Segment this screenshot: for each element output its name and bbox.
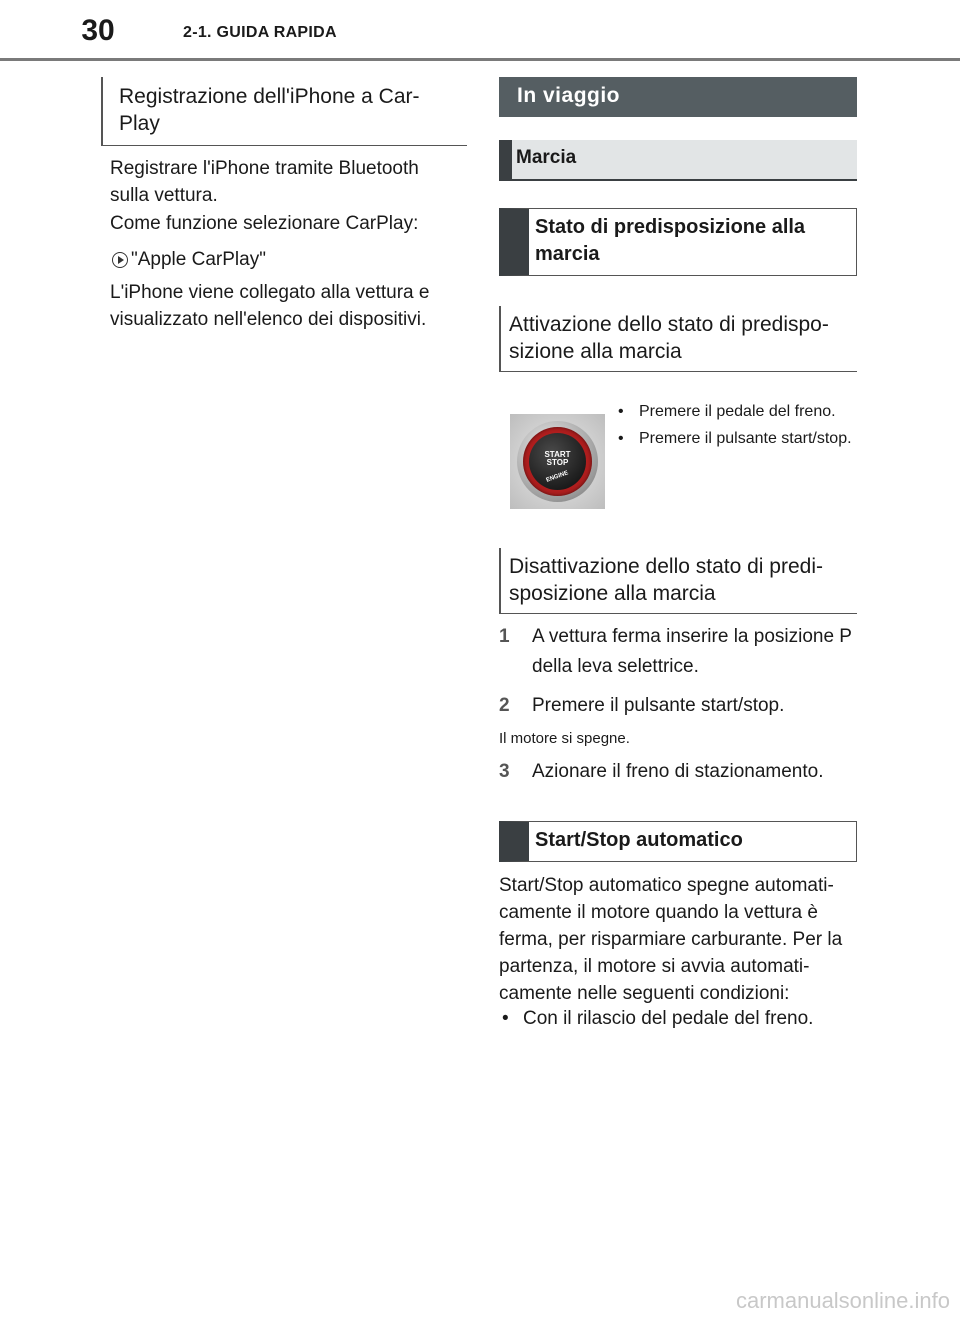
list-item: • Con il rilascio del pedale del freno. [499, 1005, 861, 1032]
paragraph-select-carplay: Come funzione selezionare CarPlay: [110, 213, 419, 234]
topic-heading-deactivate: Disattivazione dello stato di predi- sposizione alla marcia [499, 548, 857, 614]
header-divider [0, 58, 960, 61]
heading-carplay-registration: Registrazione dell'iPhone a Car- Play [101, 77, 467, 146]
step-text: Azionare il freno di stazionamento. [532, 761, 824, 782]
step-text: A vettura ferma inserire la posizione P della leva selettrice. [532, 626, 852, 677]
menu-arrow-icon [112, 252, 128, 268]
topic-heading-activate: Attivazione dello stato di predispo- sizione alla marcia [499, 306, 857, 372]
start-stop-engine-icon: START STOP ENGINE [529, 433, 586, 490]
subsection-heading-auto-start-stop: Start/Stop automatico [499, 821, 857, 862]
note-engine-off: Il motore si spegne. [499, 730, 630, 747]
start-stop-button-photo [510, 414, 605, 509]
step-text: Premere il pulsante start/stop. [532, 695, 785, 716]
step-number: 2 [499, 695, 510, 716]
page-number: 30 [81, 14, 115, 47]
chapter-heading: In viaggio [499, 77, 857, 117]
watermark: carmanualsonline.info [735, 1288, 950, 1313]
menu-path [112, 246, 462, 273]
section-heading: Marcia [499, 140, 857, 181]
step-number: 1 [499, 626, 510, 647]
step-1 [499, 622, 859, 682]
subsection-heading-ready-state: Stato di predisposizione alla marcia [499, 208, 857, 276]
paragraph-register-bluetooth: Registrare l'iPhone tramite Bluetooth sulla vettura. [110, 158, 419, 206]
step-3 [499, 757, 859, 787]
menu-item-apple-carplay: "Apple CarPlay" [131, 249, 266, 270]
activation-bullets [618, 398, 858, 452]
step-2 [499, 691, 859, 721]
list-item: • Premere il pulsante start/stop. [618, 425, 858, 452]
step-number: 3 [499, 761, 510, 782]
list-item: • Premere il pedale del freno. [618, 398, 858, 425]
paragraph-auto-start-stop: Start/Stop automatico spegne automati-camente il motore quando la vettura è ferma, per risparmiare carburante. Per la partenza, il motore si avvia automati-camente nelle seguenti condizioni: [499, 875, 843, 1004]
section-title: 2-1. GUIDA RAPIDA [183, 24, 337, 41]
paragraph-iphone-connected: L'iPhone viene collegato alla vettura e visualizzato nell'elenco dei dispositivi. [110, 282, 430, 330]
